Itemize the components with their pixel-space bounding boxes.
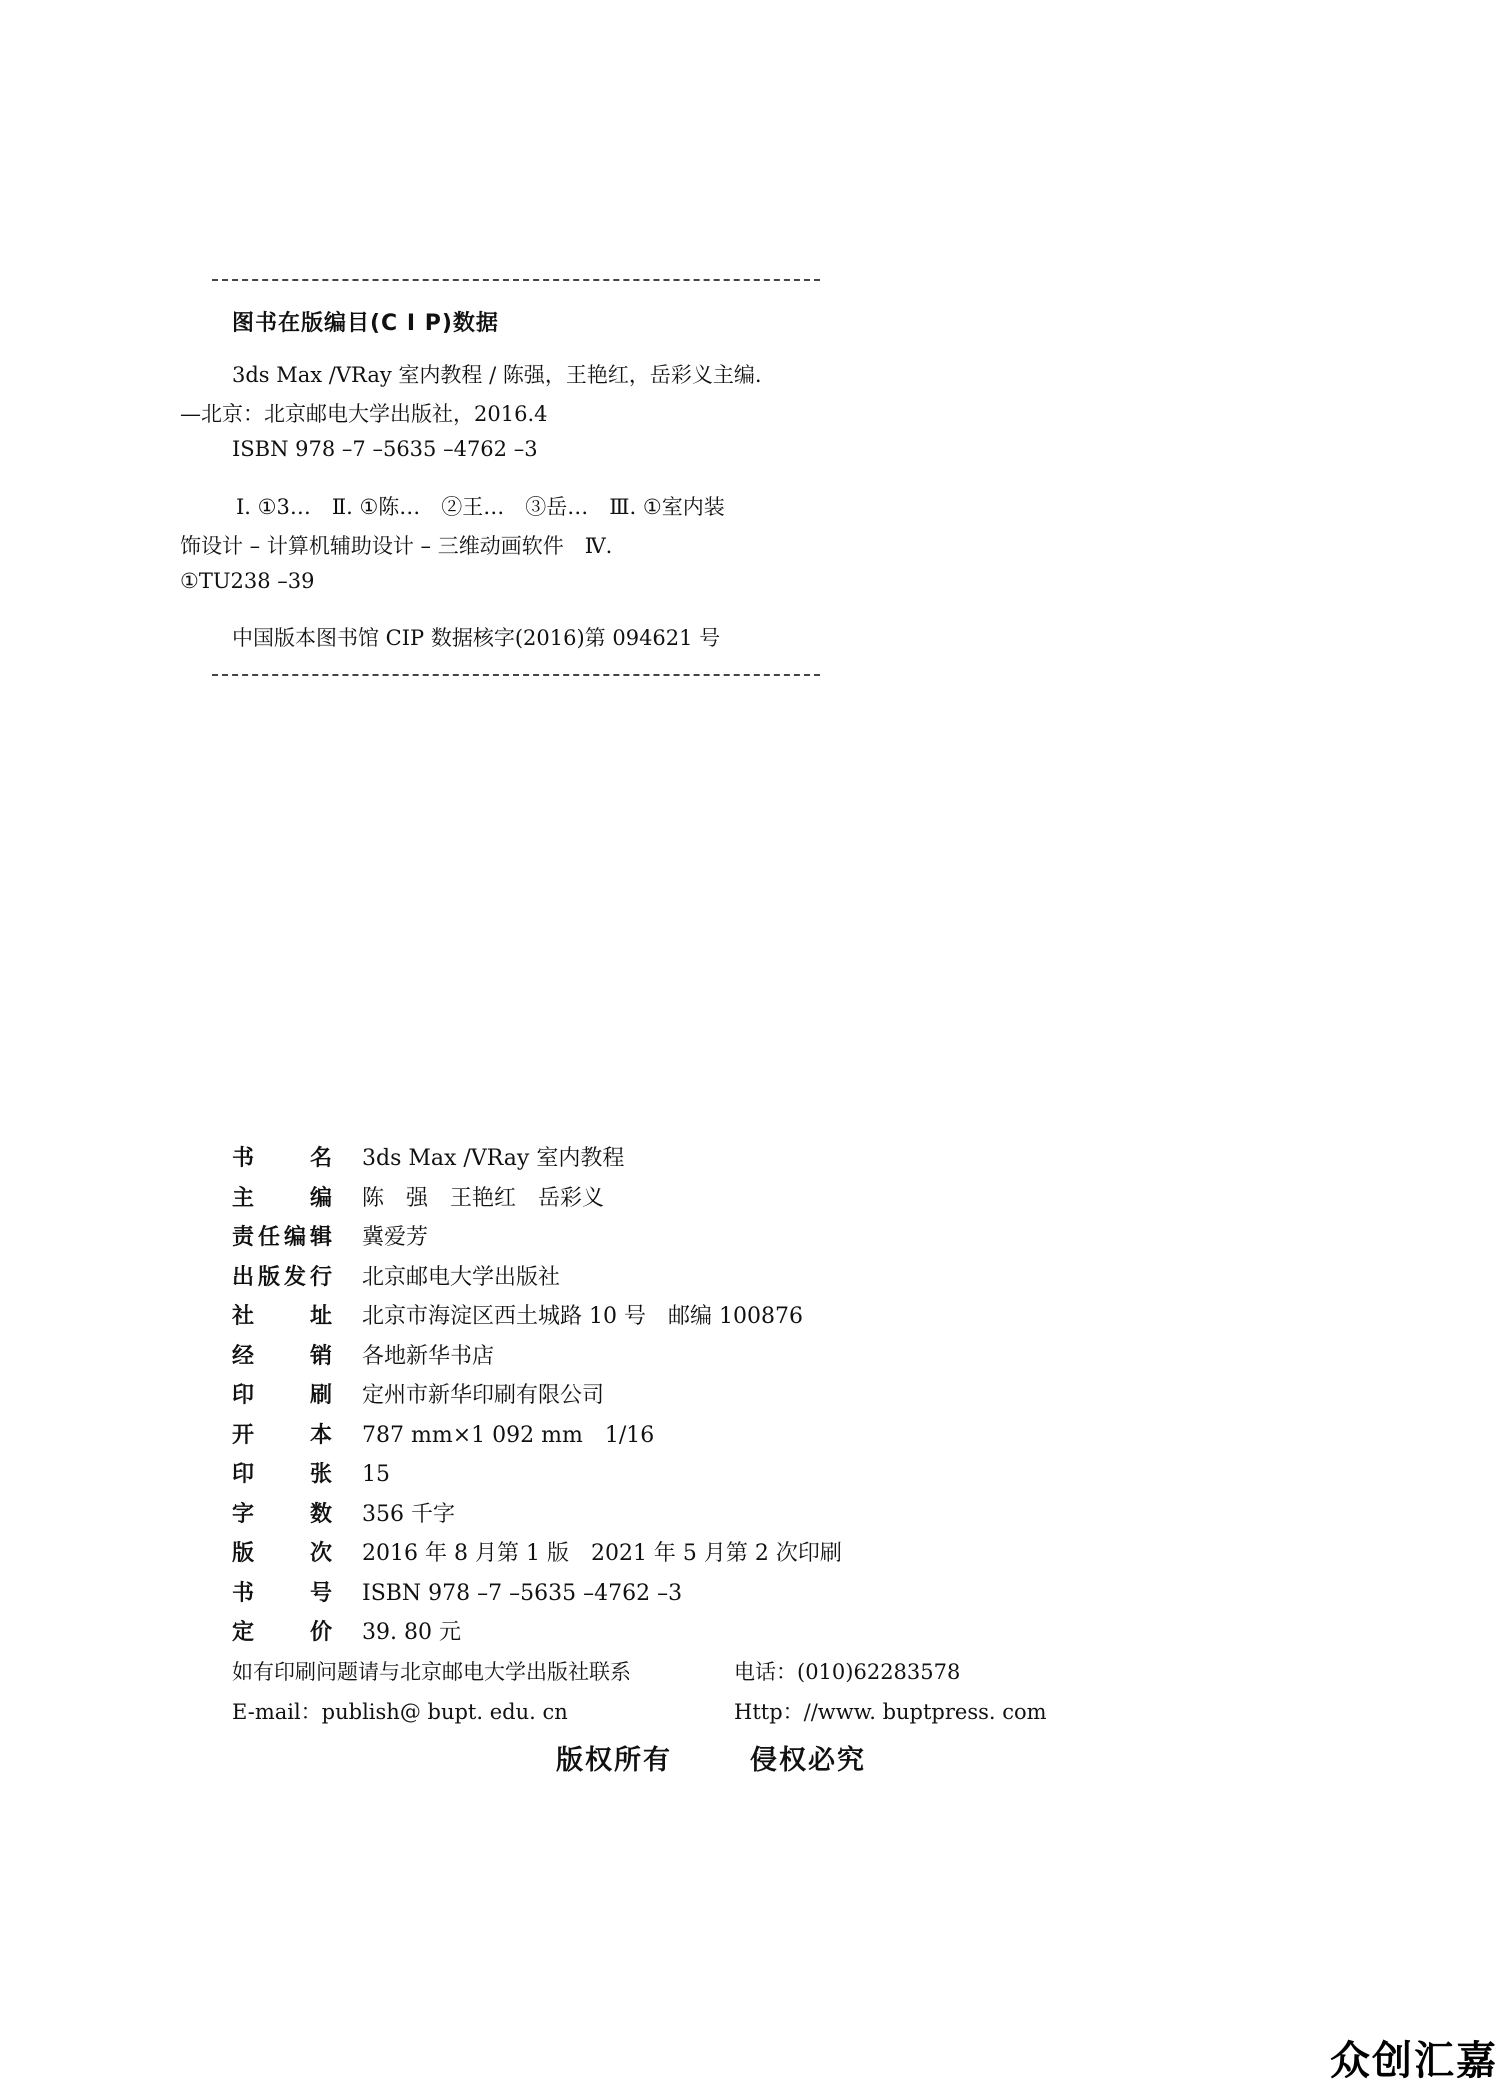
info-row-responsible-editor xyxy=(232,1220,428,1251)
info-label: 社址 xyxy=(232,1304,332,1329)
infringement-notice: 侵权必究 xyxy=(750,1745,866,1776)
info-row-distributor xyxy=(232,1339,494,1370)
info-value: 冀爱芳 xyxy=(362,1225,429,1250)
cip-line-3: ISBN 978 –7 –5635 –4762 –3 xyxy=(232,437,538,461)
info-value: 定州市新华印刷有限公司 xyxy=(362,1383,605,1408)
watermark-logo: 众创汇嘉 xyxy=(1330,2038,1498,2084)
info-value: 北京市海淀区西土城路 10 号 邮编 100876 xyxy=(362,1304,803,1329)
info-label: 书名 xyxy=(232,1146,332,1171)
cip-line-5: 饰设计 – 计算机辅助设计 – 三维动画软件 Ⅳ. xyxy=(180,534,613,558)
cip-bottom-divider xyxy=(212,674,820,676)
info-row-title xyxy=(232,1141,624,1172)
info-row-format xyxy=(232,1418,654,1449)
info-label: 定价 xyxy=(232,1620,332,1645)
info-label: 出版发行 xyxy=(232,1265,332,1290)
info-label: 印刷 xyxy=(232,1383,332,1408)
cip-line-2: —北京：北京邮电大学出版社，2016.4 xyxy=(180,402,548,426)
info-row-printer xyxy=(232,1378,604,1409)
info-value: 39. 80 元 xyxy=(362,1620,461,1645)
info-row-editor xyxy=(232,1181,604,1212)
website-note: Http：//www. buptpress. com xyxy=(734,1700,1047,1724)
cip-line-1: 3ds Max /VRay 室内教程 / 陈强，王艳红，岳彩义主编. xyxy=(232,363,762,387)
info-label: 字数 xyxy=(232,1502,332,1527)
info-value: 787 mm×1 092 mm 1/16 xyxy=(362,1423,655,1448)
info-value: 356 千字 xyxy=(362,1502,455,1527)
info-row-word-count xyxy=(232,1497,455,1528)
email-note: E-mail：publish@ bupt. edu. cn xyxy=(232,1700,568,1724)
info-row-sheets xyxy=(232,1457,390,1488)
cip-title: 图书在版编目(C I P)数据 xyxy=(232,311,499,336)
rights-reserved: 版权所有 xyxy=(556,1745,672,1776)
cip-top-divider xyxy=(212,279,820,281)
info-row-address xyxy=(232,1299,803,1330)
info-value: 陈 强 王艳红 岳彩义 xyxy=(362,1186,605,1211)
info-value: 北京邮电大学出版社 xyxy=(362,1265,561,1290)
info-row-publisher xyxy=(232,1260,560,1291)
info-label: 责任编辑 xyxy=(232,1225,332,1250)
info-label: 印张 xyxy=(232,1462,332,1487)
rights-statement xyxy=(556,1738,866,1777)
info-label: 经销 xyxy=(232,1344,332,1369)
print-issue-note: 如有印刷问题请与北京邮电大学出版社联系 xyxy=(232,1660,631,1684)
info-value: ISBN 978 –7 –5635 –4762 –3 xyxy=(362,1581,683,1606)
info-value: 2016 年 8 月第 1 版 2021 年 5 月第 2 次印刷 xyxy=(362,1541,842,1566)
info-row-price xyxy=(232,1615,461,1646)
info-row-edition xyxy=(232,1536,842,1567)
info-label: 版次 xyxy=(232,1541,332,1566)
info-label: 开本 xyxy=(232,1423,332,1448)
info-value: 15 xyxy=(362,1462,390,1487)
info-value: 3ds Max /VRay 室内教程 xyxy=(362,1146,625,1171)
info-label: 主编 xyxy=(232,1186,332,1211)
cip-line-6: ①TU238 –39 xyxy=(180,569,315,593)
phone-note: 电话：(010)62283578 xyxy=(734,1660,961,1684)
cip-line-7: 中国版本图书馆 CIP 数据核字(2016)第 094621 号 xyxy=(232,626,721,650)
info-row-isbn xyxy=(232,1576,682,1607)
info-label: 书号 xyxy=(232,1581,332,1606)
cip-line-4: Ⅰ. ①3… Ⅱ. ①陈… ②王… ③岳… Ⅲ. ①室内装 xyxy=(236,495,725,519)
info-value: 各地新华书店 xyxy=(362,1344,495,1369)
